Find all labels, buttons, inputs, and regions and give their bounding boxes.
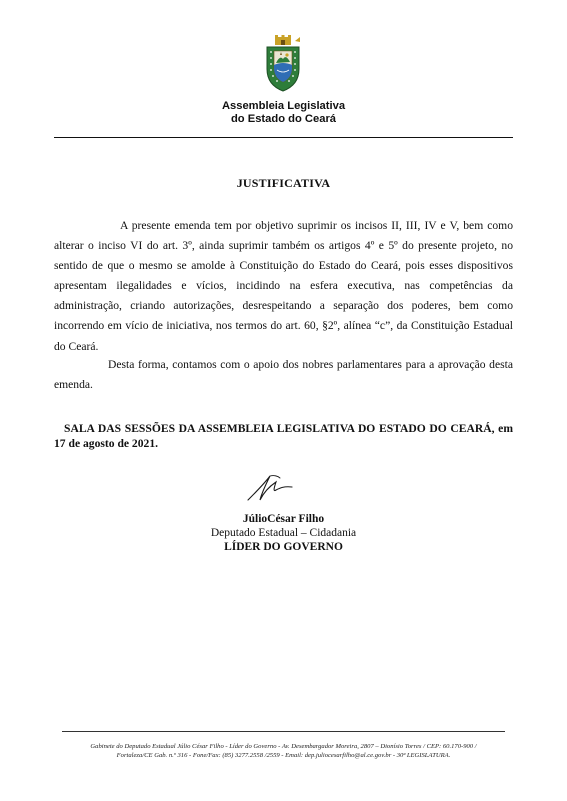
handwritten-signature (240, 470, 310, 506)
footer-divider (62, 731, 505, 732)
institution-subname: do Estado do Ceará (230, 113, 337, 125)
signer-title: LÍDER DO GOVERNO (224, 541, 343, 553)
signer-role: Deputado Estadual – Cidadania (210, 527, 357, 539)
session-date-line: SALA DAS SESSÕES DA ASSEMBLEIA LEGISLATIVA DO ESTADO DO CEARÁ, em 17 de agosto de 2021. (54, 422, 513, 450)
justification-paragraph-2: Desta forma, contamos com o apoio dos nobres parlamentares para a aprovação desta emenda. (54, 358, 513, 392)
institution-name: Assembleia Legislativa (221, 100, 346, 112)
footer-contact-line: Fortaleza/CE Gab. n.º 316 - Fone/Fax: (85) 3277.2558 /2559 - Email: dep.juliocesarfilho@al.ce.gov.br - 30ª LEGISLATURA. (116, 752, 451, 759)
header-divider (54, 137, 513, 138)
justification-paragraph-1: A presente emenda tem por objetivo suprimir os incisos II, III, IV e V, bem como alterar o inciso VI do art. 3º, ainda suprimir também os artigos 4º e 5º do presente projeto, no sentido de que o mesmo se amolde à Constituição do Estado do Ceará, pois esses dispositivos apresentam ilegalidades e vícios, incidindo na esfera executiva, nas competências da administração, criando autorizações, desrespeitando a separação dos poderes, bem como incorrendo em vício de iniciativa, nos termos do art. 60, §2º, alínea “c”, da Constituição Estadual do Ceará. (54, 219, 513, 353)
ceara-coat-of-arms-icon (262, 35, 304, 93)
signer-name: JúlioCésar Filho (242, 513, 325, 525)
document-heading: JUSTIFICATIVA (236, 176, 331, 190)
footer-address-line: Gabinete do Deputado Estadual Júlio César Filho - Líder do Governo - Av. Desembargador Moreira, 2807 – Dionísio Torres / CEP: 60.170-900 / (90, 743, 477, 750)
